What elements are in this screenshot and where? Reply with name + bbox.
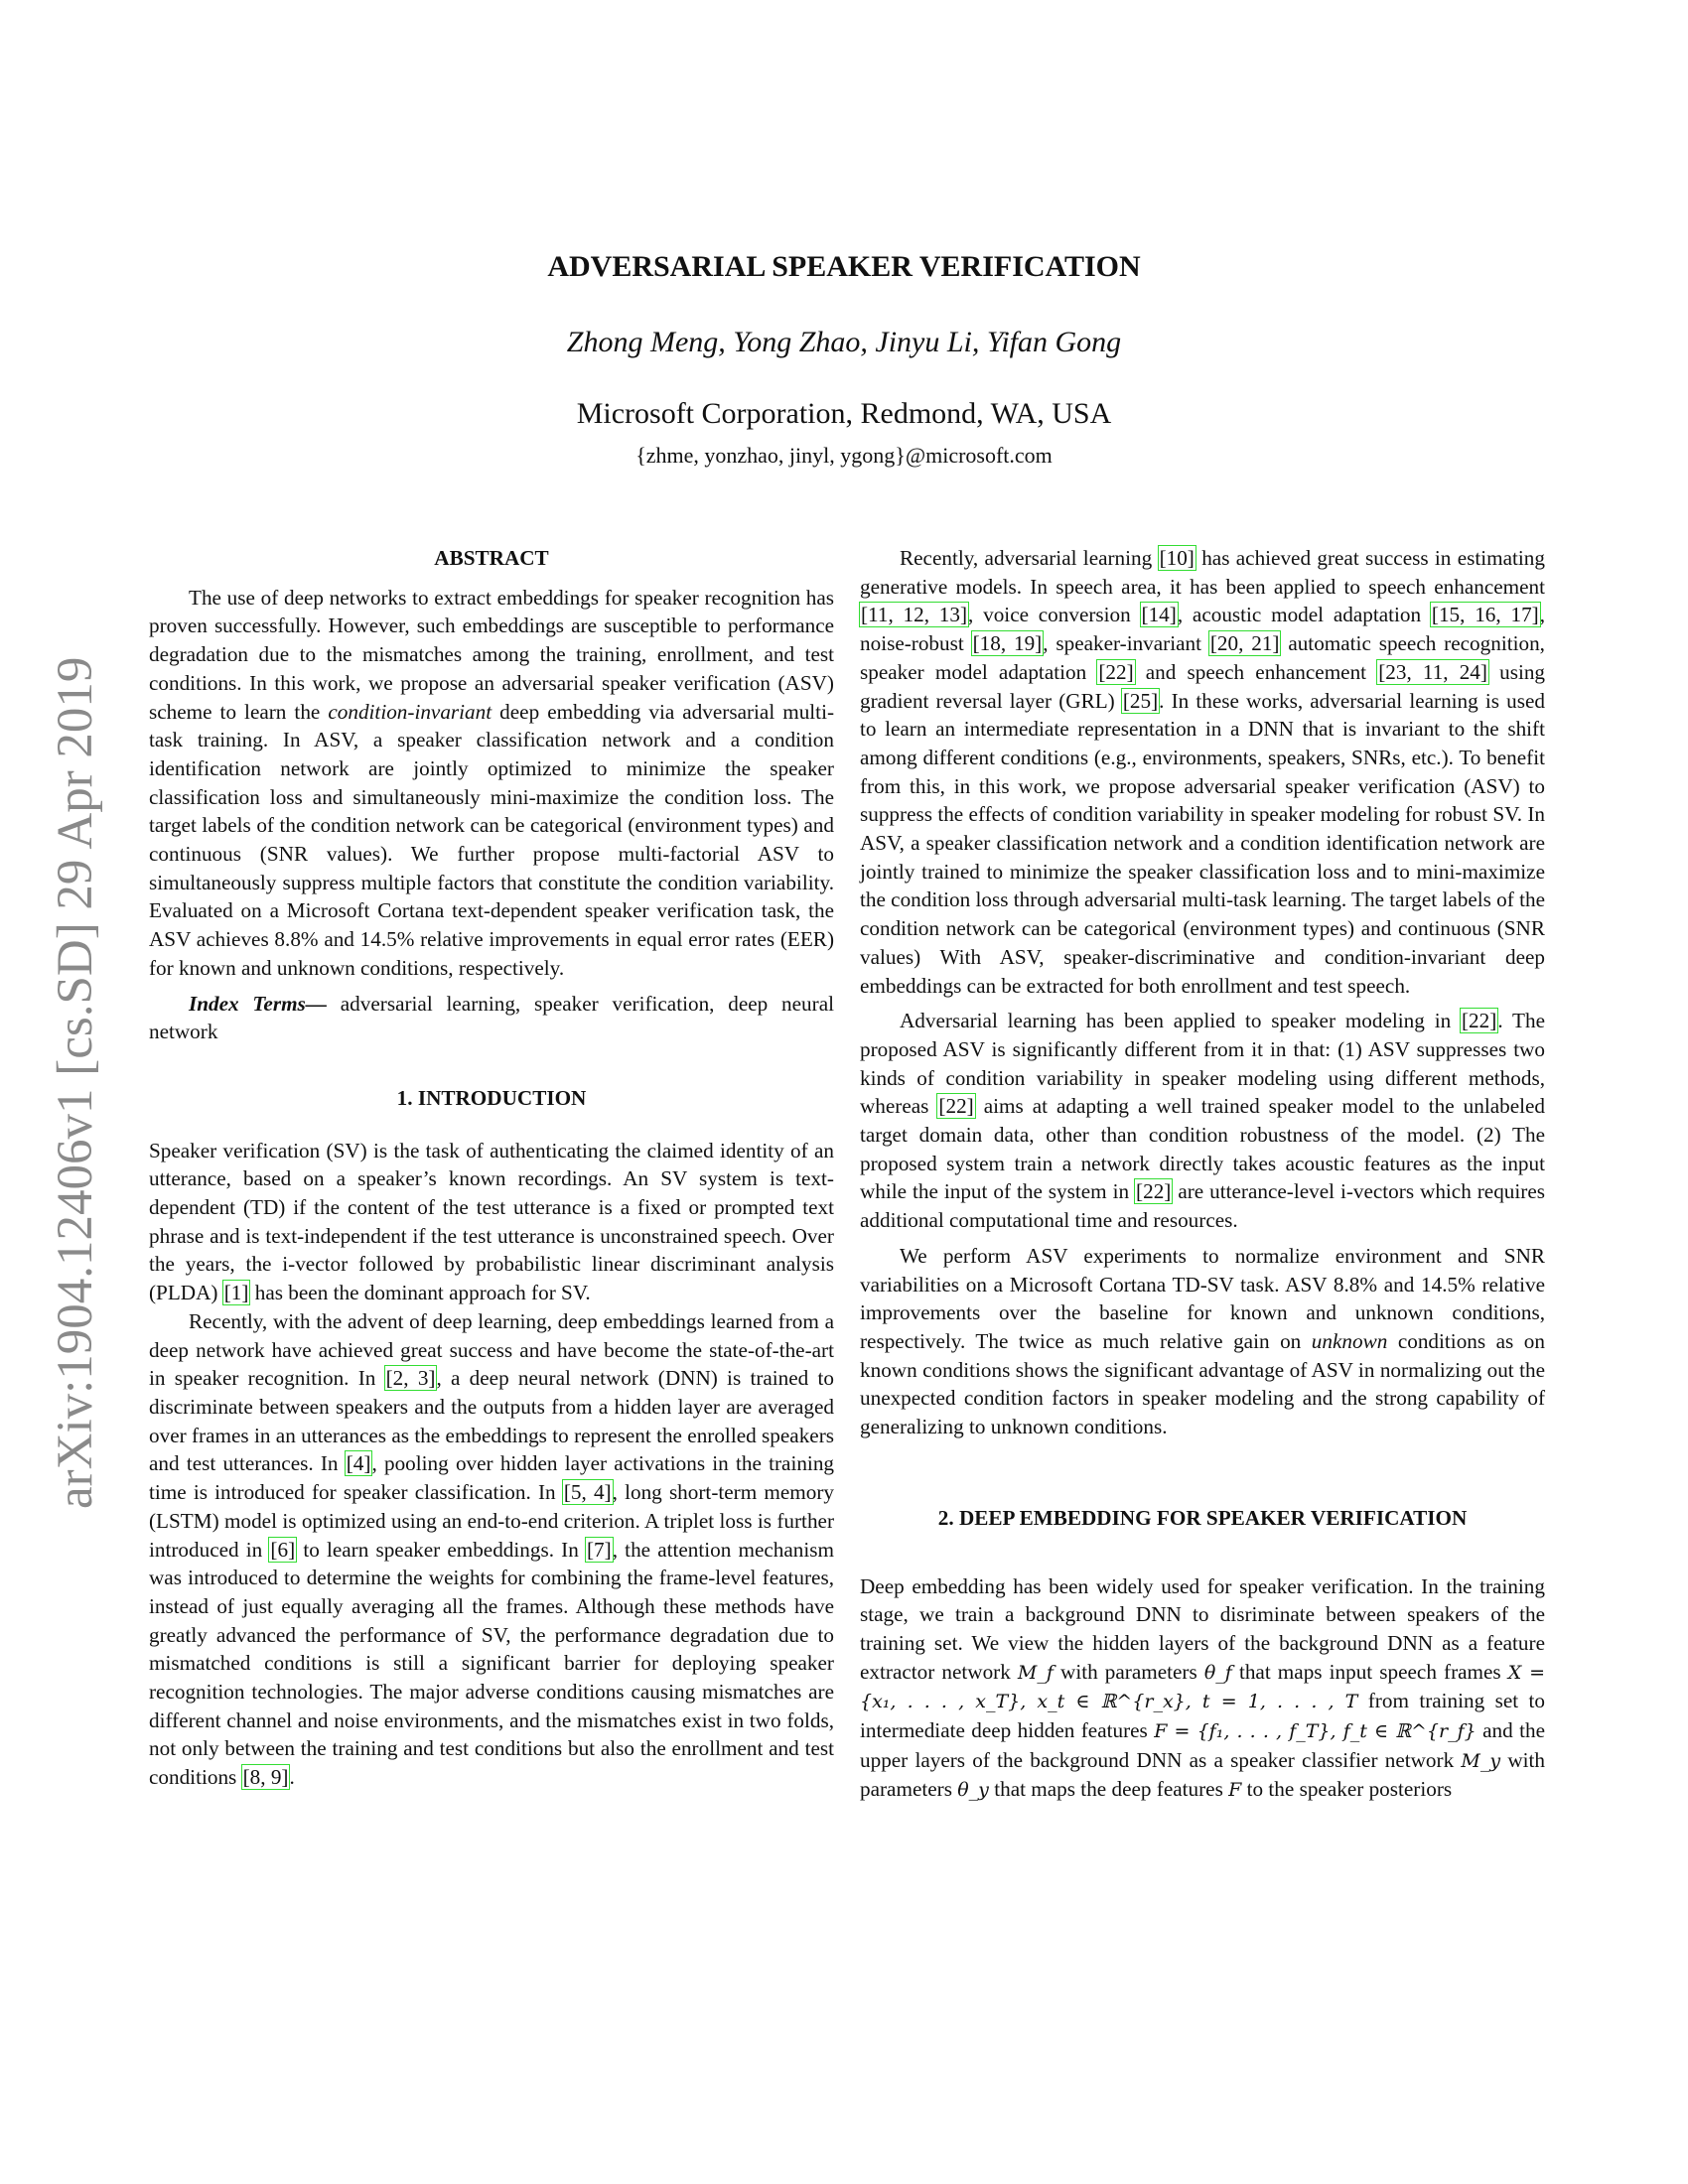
citation-link[interactable]: [10] xyxy=(1159,546,1195,570)
citation-link[interactable]: [18, 19] xyxy=(972,631,1043,656)
citation-link[interactable]: [1] xyxy=(223,1281,249,1305)
intro-paragraph-2: Recently, with the advent of deep learning, deep embeddings learned from a deep network have achieved great success and have become the state-of-the-art in speaker recognition. In [2, 3], a deep neural network (DNN) is trained to discriminate between speakers and the outputs from a hidden layer are averaged over frames in an utterances as the embeddings to represent the enrolled speakers and test utterances. In [4], pooling over hidden layer activations in the training time is introduced for speaker classification. In [5, 4], long short-term memory (LSTM) model is optimized using an end-to-end criterion. A triplet loss is further introduced in [6] to learn speaker embeddings. In [7], the attention mechanism was introduced to determine the weights for combining the frame-level features, instead of just equally averaging all the frames. Although these methods have greatly advanced the performance of SV, the performance degradation due to mismatched conditions is still a significant barrier for deploying speaker recognition technologies. The major adverse conditions causing mismatches are different channel and noise environments, and the mismatches exist in two folds, not only between the training and test conditions but also the enrollment and test conditions [8, 9]. xyxy=(149,1308,835,1790)
citation-link[interactable]: [8, 9] xyxy=(242,1765,289,1790)
math-expression: M_f xyxy=(1017,1661,1054,1684)
emphasis-text: unknown xyxy=(1311,1328,1388,1353)
math-expression: θ_y xyxy=(957,1779,989,1802)
left-column xyxy=(149,544,834,1792)
abstract-paragraph: The use of deep networks to extract embeddings for speaker recognition has proven successfully. However, such embeddings are susceptible to performance degradation due to the mismatches among the training, enrollment, and test conditions. In this work, we propose an adversarial speaker verification (ASV) scheme to learn the condition-invariant deep embedding via adversarial multi-task training. In ASV, a speaker classification network and a condition identification network are jointly optimized to minimize the speaker classification loss and simultaneously mini-maximize the condition loss. The target labels of the condition network can be categorical (environment types) and continuous (SNR values). We further propose multi-factorial ASV to simultaneously suppress multiple factors that constitute the condition variability. Evaluated on a Microsoft Cortana text-dependent speaker verification task, the ASV achieves 8.8% and 14.5% relative improvements in equal error rates (EER) for known and unknown conditions, respectively. xyxy=(149,585,835,980)
citation-link[interactable]: [5, 4] xyxy=(563,1480,612,1505)
citation-link[interactable]: [7] xyxy=(587,1537,612,1562)
abstract-heading: ABSTRACT xyxy=(434,546,549,570)
citation-link[interactable]: [22] xyxy=(938,1094,974,1119)
citation-link[interactable]: [6] xyxy=(270,1537,296,1562)
index-terms-label: Index Terms— xyxy=(189,991,327,1016)
intro-paragraph-3: Recently, adversarial learning [10] has achieved great success in estimating generative models. In speech area, it has been applied to speech enhancement [11, 12, 13], voice conversion [14], acoustic model adaptation [15, 16, 17], noise-robust [18, 19], speaker-invariant [20, 21] automatic speech recognition, speaker model adaptation [22] and speech enhancement [23, 11, 24] using gradient reversal layer (GRL) [25]. In these works, adversarial learning is used to learn an intermediate representation in a DNN that is invariant to the shift among different conditions (e.g., environments, speakers, SNRs, etc.). To benefit from this, in this work, we propose adversarial speaker verification (ASV) to suppress the effects of condition variability in speaker modeling for robust SV. In ASV, a speaker classification network and a condition identification network are jointly trained to minimize the speaker classification loss and to mini-maximize the condition loss through adversarial multi-task learning. The target labels of the condition network can be categorical (environment types) and continuous (SNR values) With ASV, speaker-discriminative and condition-invariant deep embeddings can be extracted for both enrollment and test speech. xyxy=(860,546,1546,998)
math-expression: F xyxy=(1228,1779,1242,1802)
citation-link[interactable]: [11, 12, 13] xyxy=(861,603,968,627)
intro-paragraph-5: We perform ASV experiments to normalize environment and SNR variabilities on a Microsoft Cortana TD-SV task. ASV 8.8% and 14.5% relative improvements over the baseline for known and unknown conditions, respectively. The twice as much relative gain on unknown conditions as on known conditions shows the significant advantage of ASV in normalizing out the unexpected condition factors in speaker modeling and the strong capability of generalizing to unknown conditions. xyxy=(860,1243,1545,1439)
math-expression: M_y xyxy=(1461,1749,1501,1772)
section-2-paragraph: Deep embedding has been widely used for speaker verification. In the training stage, we train a background DNN to disriminate between speakers of the training set. We view the hidden layers of the background DNN as a feature extractor network M_f with parameters θ_f that maps input speech frames X = {x₁, . . . , x_T}, x_t ∈ ℝ^{r_x}, t = 1, . . . , T from training set to intermediate deep hidden features F = {f₁, . . . , f_T}, f_t ∈ ℝ^{r_f} and the upper layers of the background DNN as a speaker classifier network M_y with parameters θ_y that maps the deep features F to the speaker posteriors xyxy=(860,1573,1546,1802)
citation-link[interactable]: [15, 16, 17] xyxy=(1431,603,1539,627)
math-expression: X = {x₁, . . . , x_T}, x_t ∈ ℝ^{r_x}, t = 1, . . . , T xyxy=(860,1661,1546,1713)
intro-paragraph-4: Adversarial learning has been applied to speaker modeling in [22]. The proposed ASV is significantly different from it in that: (1) ASV suppresses two kinds of condition variability in speaker modeling using different methods, whereas [22] aims at adapting a well trained speaker model to the unlabeled target domain data, other than condition robustness of the model. (2) The proposed system train a network directly takes acoustic features as the input while the input of the system in [22] are utterance-level i-vectors which requires additional computational time and resources. xyxy=(860,1009,1546,1233)
author-list: Zhong Meng, Yong Zhao, Jinyu Li, Yifan Gong xyxy=(566,326,1122,358)
citation-link[interactable]: [2, 3] xyxy=(385,1366,436,1391)
citation-link[interactable]: [22] xyxy=(1462,1009,1497,1033)
author-emails: {zhme, yonzhao, jinyl, ygong}@microsoft.com xyxy=(635,443,1053,468)
citation-link[interactable]: [22] xyxy=(1136,1179,1172,1204)
citation-link[interactable]: [22] xyxy=(1098,659,1134,684)
math-expression: θ_f xyxy=(1203,1661,1232,1684)
intro-paragraph-1: Speaker verification (SV) is the task of authenticating the claimed identity of an utterance, based on a speaker’s known recordings. An SV system is text-dependent (TD) if the content of the test utterance is a fixed or prompted text phrase and is text-independent if the test utterance is unconstrained speech. Over the years, the i-vector followed by probabilistic linear discriminant analysis (PLDA) [1] has been the dominant approach for SV. xyxy=(149,1138,834,1305)
citation-link[interactable]: [4] xyxy=(346,1451,371,1476)
citation-link[interactable]: [23, 11, 24] xyxy=(1378,659,1487,684)
arxiv-identifier-stamp: arXiv:1904.12406v1 [cs.SD] 29 Apr 2019 xyxy=(48,656,103,1509)
index-terms: Index Terms— adversarial learning, speaker verification, deep neural network xyxy=(149,991,834,1044)
citation-link[interactable]: [14] xyxy=(1141,603,1177,627)
section-2-heading: 2. DEEP EMBEDDING FOR SPEAKER VERIFICATION xyxy=(937,1505,1468,1530)
citation-link[interactable]: [20, 21] xyxy=(1209,631,1280,656)
affiliation: Microsoft Corporation, Redmond, WA, USA xyxy=(576,397,1112,430)
citation-link[interactable]: [25] xyxy=(1122,688,1159,713)
emphasis-text: condition-invariant xyxy=(328,699,492,724)
right-column xyxy=(860,544,1545,1805)
math-expression: F = {f₁, . . . , f_T}, f_t ∈ ℝ^{r_f} xyxy=(1154,1720,1477,1743)
introduction-heading: 1. INTRODUCTION xyxy=(396,1085,587,1110)
paper-title: ADVERSARIAL SPEAKER VERIFICATION xyxy=(547,250,1141,283)
